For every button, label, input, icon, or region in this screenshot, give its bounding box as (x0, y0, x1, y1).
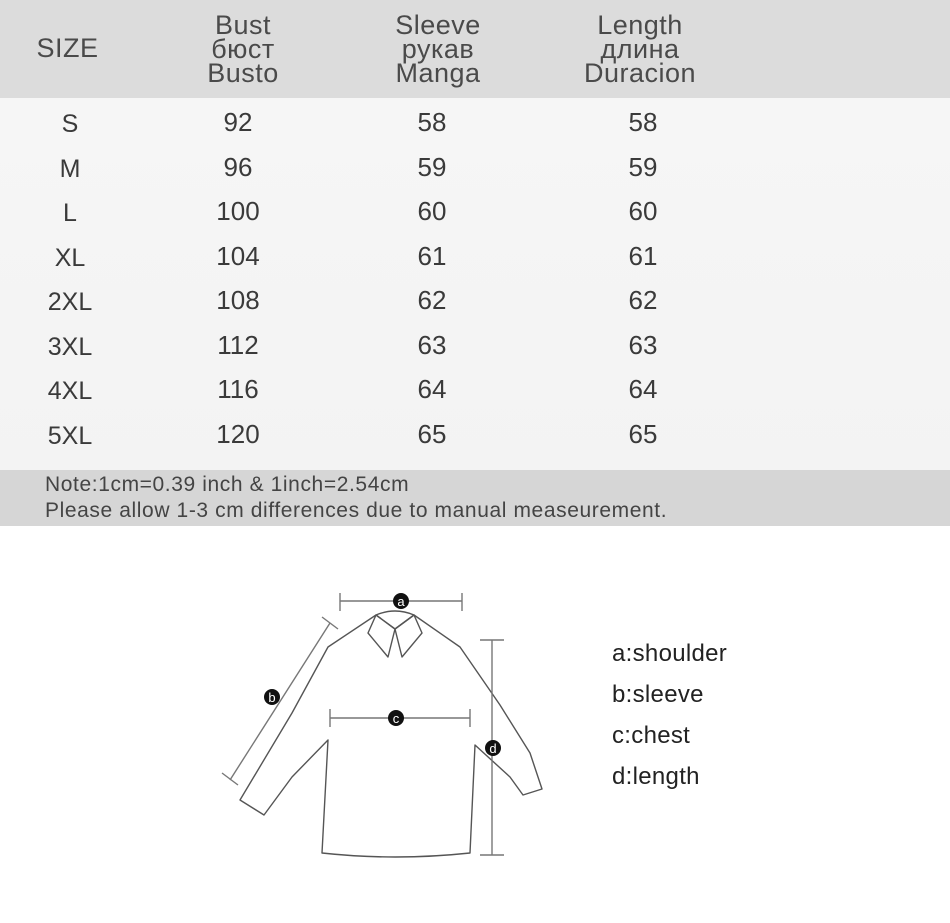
legend-chest: c:chest (612, 722, 691, 749)
cell-length: 62 (628, 285, 658, 315)
table-header (0, 0, 950, 98)
header-length (560, 10, 720, 88)
table-row (0, 187, 950, 231)
shirt-measurement-diagram (200, 585, 575, 865)
cell-sleeve: 63 (417, 329, 447, 360)
cell-bust: 108 (216, 285, 260, 315)
cell-bust: 92 (223, 107, 253, 137)
marker-a (393, 593, 409, 609)
cell-size: 5XL (47, 421, 93, 450)
cell-sleeve: 58 (417, 107, 447, 137)
header-sleeve-en: Sleeve (395, 10, 481, 40)
marker-c (388, 710, 404, 726)
cell-size: 4XL (47, 377, 93, 405)
cell-bust: 120 (216, 418, 260, 449)
cell-sleeve: 60 (417, 196, 447, 226)
cell-length: 65 (628, 418, 658, 449)
cell-sleeve: 59 (417, 151, 447, 182)
header-size (0, 33, 135, 63)
cell-length: 58 (628, 107, 658, 137)
legend-sleeve: b:sleeve (612, 681, 704, 708)
header-bust-ru: бюст (211, 34, 275, 64)
table-row (0, 410, 950, 454)
cell-length: 59 (628, 151, 658, 182)
table-row (0, 143, 950, 187)
marker-b (264, 689, 280, 705)
cell-length: 61 (628, 240, 658, 271)
cell-size: M (59, 154, 81, 183)
header-bust-en: Bust (214, 10, 272, 40)
table-row (0, 276, 950, 320)
table-row (0, 232, 950, 276)
cell-sleeve: 65 (417, 418, 447, 449)
header-length-ru: длина (600, 34, 680, 64)
cell-size: S (61, 110, 79, 138)
legend-length: d:length (612, 763, 700, 790)
cell-size: 2XL (47, 288, 93, 316)
cell-length: 63 (628, 329, 658, 360)
header-bust (178, 10, 308, 88)
measurement-note (0, 470, 950, 526)
header-sleeve (368, 10, 508, 88)
cell-sleeve: 61 (417, 240, 447, 271)
cell-sleeve: 64 (417, 374, 447, 404)
cell-bust: 112 (217, 329, 259, 360)
svg-text:a: a (397, 594, 405, 609)
cell-bust: 116 (217, 374, 259, 404)
cell-bust: 96 (223, 151, 253, 182)
cell-size: XL (54, 243, 86, 272)
cell-size: 3XL (47, 332, 93, 361)
size-table-body (0, 98, 950, 470)
table-row (0, 321, 950, 365)
cell-bust: 104 (216, 240, 260, 271)
shirt-outline (240, 611, 542, 857)
note-conversion: Note:1cm=0.39 inch & 1inch=2.54cm (45, 473, 410, 496)
cell-sleeve: 62 (417, 285, 447, 315)
cell-length: 64 (628, 374, 658, 404)
header-size-label: SIZE (36, 33, 99, 63)
header-length-es: Duracion (583, 58, 697, 88)
legend-shoulder: a:shoulder (612, 640, 728, 667)
cell-length: 60 (628, 196, 658, 226)
table-row (0, 365, 950, 409)
header-sleeve-ru: рукав (401, 34, 475, 64)
measure-lines (222, 593, 504, 855)
header-bust-es: Busto (207, 58, 279, 88)
measurement-legend (612, 640, 727, 804)
svg-text:d: d (489, 741, 497, 756)
cell-bust: 100 (216, 196, 260, 226)
marker-d (485, 740, 501, 756)
header-length-en: Length (597, 10, 683, 40)
svg-text:b: b (268, 690, 276, 705)
header-sleeve-es: Manga (395, 58, 481, 88)
note-tolerance: Please allow 1-3 cm differences due to manual measeurement. (45, 499, 668, 522)
cell-size: L (63, 199, 77, 227)
svg-text:c: c (392, 711, 400, 726)
table-row (0, 98, 950, 142)
